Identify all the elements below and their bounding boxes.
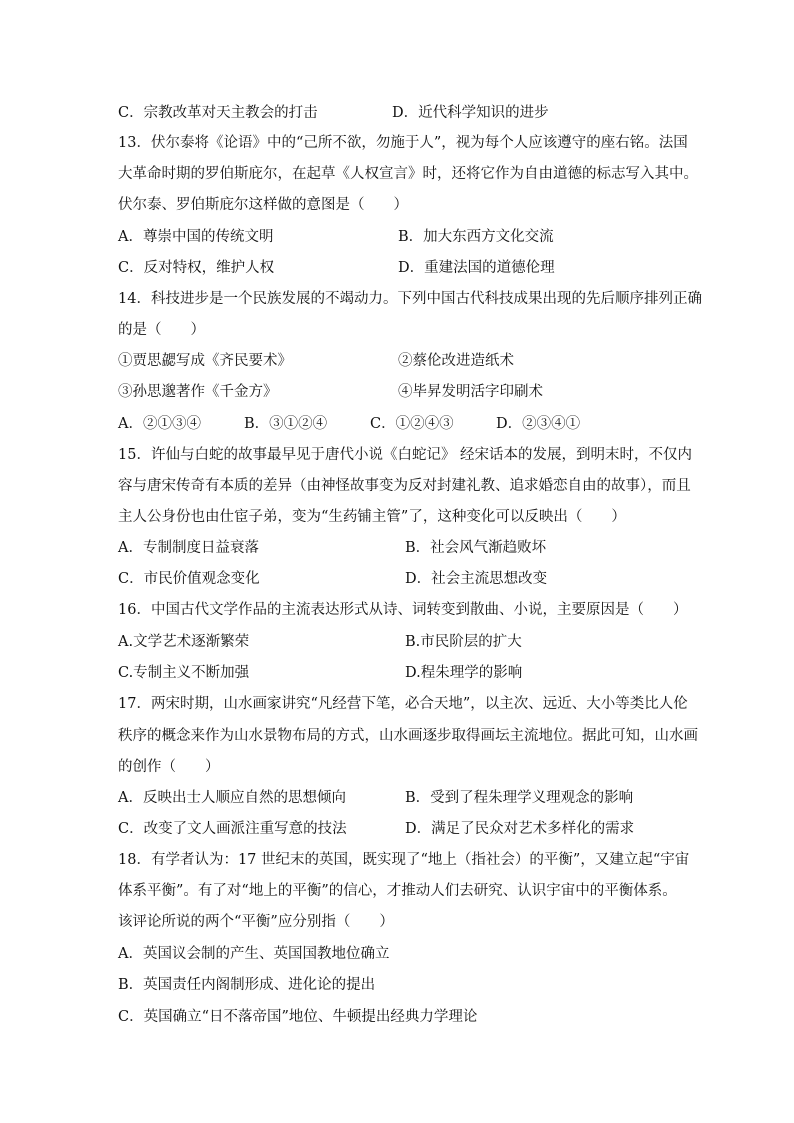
q15-stem-line2: 容与唐宋传奇有本质的差异（由神怪故事变为反对封建礼教、追求婚恋自由的故事），而且: [118, 478, 691, 494]
q14-item-1: ①贾思勰写成《齐民要术》: [118, 353, 292, 369]
q16-stem-line1: 16．中国古代文学作品的主流表达形式从诗、词转变到散曲、小说，主要原因是（ ）: [118, 602, 688, 618]
q13-stem-line3: 伏尔泰、罗伯斯庇尔这样做的意图是（ ）: [118, 197, 408, 213]
q13-stem-line1: 13．伏尔泰将《论语》中的“己所不欲，勿施于人”，视为每个人应该遵守的座右铭。法国: [118, 135, 688, 151]
q14-item-2: ②蔡伦改进造纸术: [398, 353, 514, 369]
q15-option-a: A．专制制度日益衰落: [118, 540, 259, 556]
q14-option-a: A．②①③④: [118, 416, 201, 432]
q14-stem-line2: 的是（ ）: [118, 322, 205, 338]
q15-option-c: C．市民价值观念变化: [118, 571, 260, 587]
q18-stem-line3: 该评论所说的两个“平衡”应分别指（ ）: [118, 914, 394, 930]
q18-option-c: C．英国确立“日不落帝国”地位、牛顿提出经典力学理论: [118, 1009, 478, 1025]
q14-option-d: D．②③④①: [496, 416, 581, 432]
q17-option-a: A．反映出士人顺应自然的思想倾向: [118, 790, 346, 806]
q13-stem-line2: 大革命时期的罗伯斯庇尔，在起草《人权宣言》时，还将它作为自由道德的标志写入其中。: [118, 166, 698, 182]
q15-stem-line3: 主人公身份也由仕宦子弟，变为“生药铺主管”了，这种变化可以反映出（ ）: [118, 509, 626, 525]
q14-item-4: ④毕昇发明活字印刷术: [398, 384, 543, 400]
q17-stem-line1: 17．两宋时期，山水画家讲究“凡经营下笔，必合天地”，以主次、远近、大小等类比人伦: [118, 696, 688, 712]
q15-option-d: D．社会主流思想改变: [405, 571, 548, 587]
q14-stem-line1: 14．科技进步是一个民族发展的不竭动力。下列中国古代科技成果出现的先后顺序排列正确: [118, 291, 702, 307]
q13-option-d: D．重建法国的道德伦理: [398, 260, 555, 276]
q18-option-b: B．英国责任内阁制形成、进化论的提出: [118, 977, 376, 993]
q12-option-d: D．近代科学知识的进步: [392, 105, 549, 121]
q15-stem-line1: 15．许仙与白蛇的故事最早见于唐代小说《白蛇记》 经宋话本的发展，到明末时，不仅内: [118, 447, 693, 463]
q17-option-d: D．满足了民众对艺术多样化的需求: [405, 821, 635, 837]
q14-item-3: ③孙思邈著作《千金方》: [118, 384, 278, 400]
q14-option-c: C．①②④③: [370, 416, 454, 432]
q17-stem-line2: 秩序的概念来作为山水景物布局的方式，山水画逐步取得画坛主流地位。据此可知，山水画: [118, 728, 698, 744]
q18-stem-line2: 体系平衡”。有了对“地上的平衡”的信心，才推动人们去研究、认识宇宙中的平衡体系。: [118, 883, 677, 899]
q18-option-a: A．英国议会制的产生、英国国教地位确立: [118, 946, 390, 962]
q14-option-b: B．③①②④: [244, 416, 328, 432]
q16-option-d: D.程朱理学的影响: [405, 665, 523, 681]
q12-option-c: C．宗教改革对天主教会的打击: [118, 105, 318, 121]
q17-stem-line3: 的创作（ ）: [118, 759, 220, 775]
q18-stem-line1: 18．有学者认为：17 世纪末的英国，既实现了“地上（指社会）的平衡”，又建立起“宇宙: [118, 852, 690, 868]
q17-option-c: C．改变了文人画派注重写意的技法: [118, 821, 347, 837]
q15-option-b: B．社会风气渐趋败坏: [405, 540, 547, 556]
q17-option-b: B．受到了程朱理学义理观念的影响: [405, 790, 634, 806]
q16-option-a: A.文学艺术逐渐繁荣: [118, 634, 250, 650]
q13-option-a: A．尊崇中国的传统文明: [118, 229, 274, 245]
q13-option-b: B．加大东西方文化交流: [398, 229, 554, 245]
q16-option-c: C.专制主义不断加强: [118, 665, 250, 681]
q16-option-b: B.市民阶层的扩大: [405, 634, 522, 650]
q13-option-c: C．反对特权，维护人权: [118, 260, 275, 276]
